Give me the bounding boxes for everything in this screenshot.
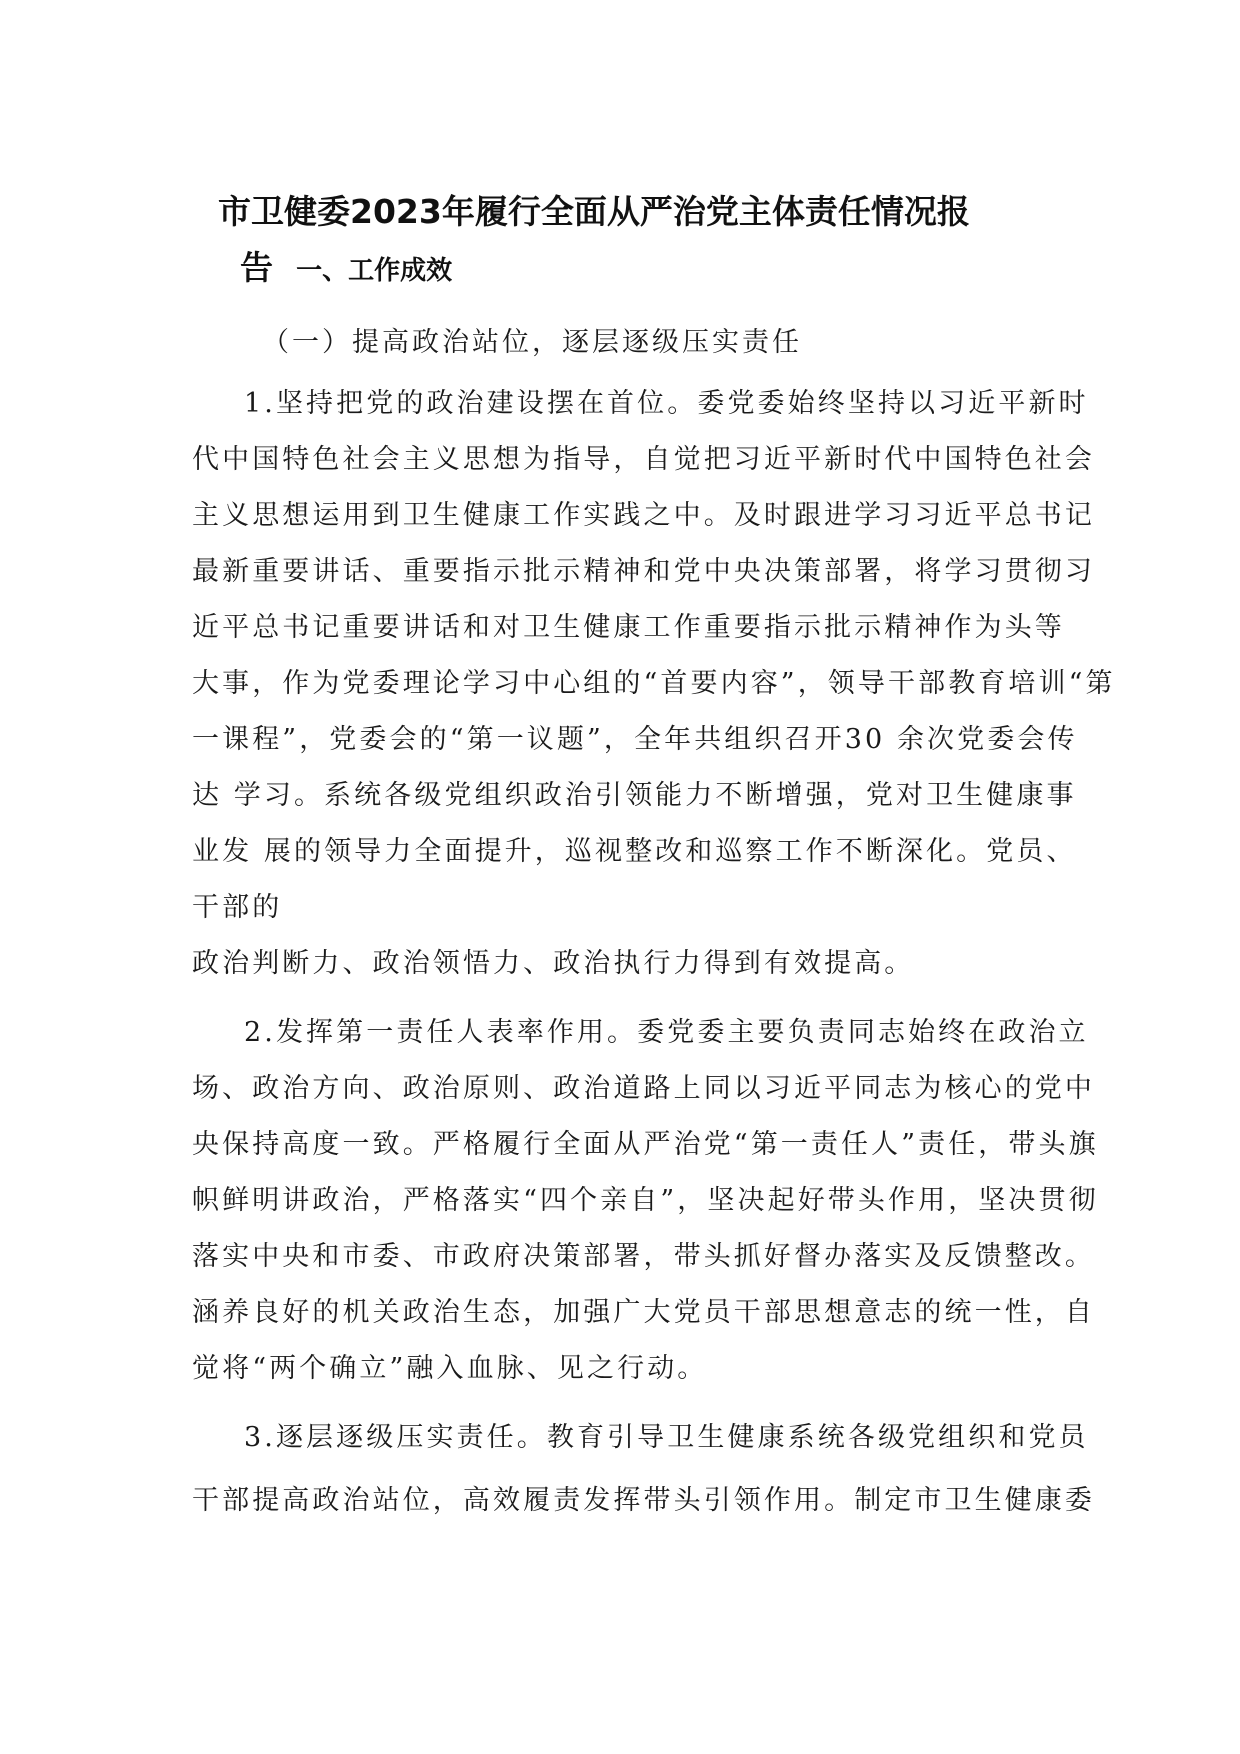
text-line: 3.逐层逐级压实责任。教育引导卫生健康系统各级党组织和党员 [244,1422,1089,1453]
section-heading: 一、工作成效 [296,256,453,286]
text-line: 1.坚持把党的政治建设摆在首位。委党委始终坚持以习近平新时 [244,388,1089,419]
text-line: 觉将“两个确立”融入血脉、见之行动。 [192,1353,708,1384]
document-title: 市卫健委2023年履行全面从严治党主体责任情况报 [218,192,970,231]
text-line: 干部的 [192,892,283,923]
text-line: 大事，作为党委理论学习中心组的“首要内容”，领导干部教育培训“第 [192,668,1116,699]
text-line: 一课程”，党委会的“第一议题”，全年共组织召开30 余次党委会传 [192,724,1078,755]
text-line: 场、政治方向、政治原则、政治道路上同以习近平同志为核心的党中 [192,1073,1095,1104]
text-line: 代中国特色社会主义思想为指导，自觉把习近平新时代中国特色社会 [192,444,1095,475]
text-line: 2.发挥第一责任人表率作用。委党委主要负责同志始终在政治立 [244,1017,1089,1048]
title-tail: 告 [240,248,273,287]
subsection-heading: （一）提高政治站位，逐层逐级压实责任 [262,327,802,358]
text-line: 最新重要讲话、重要指示批示精神和党中央决策部署，将学习贯彻习 [192,556,1095,587]
title-continuation [240,242,452,289]
text-line: 帜鲜明讲政治，严格落实“四个亲自”，坚决起好带头作用，坚决贯彻 [192,1185,1099,1216]
text-line: 落实中央和市委、市政府决策部署，带头抓好督办落实及反馈整改。 [192,1241,1095,1272]
text-line: 达 学习。系统各级党组织政治引领能力不断增强，党对卫生健康事 [192,780,1077,811]
text-line: 主义思想运用到卫生健康工作实践之中。及时跟进学习习近平总书记 [192,500,1095,531]
text-line: 央保持高度一致。严格履行全面从严治党“第一责任人”责任，带头旗 [192,1129,1099,1160]
text-line: 近平总书记重要讲话和对卫生健康工作重要指示批示精神作为头等 [192,612,1065,643]
text-line: 涵养良好的机关政治生态，加强广大党员干部思想意志的统一性，自 [192,1297,1095,1328]
text-line: 干部提高政治站位，高效履责发挥带头引领作用。制定市卫生健康委 [192,1485,1095,1516]
text-line: 政治判断力、政治领悟力、政治执行力得到有效提高。 [192,948,915,979]
text-line: 业发 展的领导力全面提升，巡视整改和巡察工作不断深化。党员、 [192,836,1077,867]
